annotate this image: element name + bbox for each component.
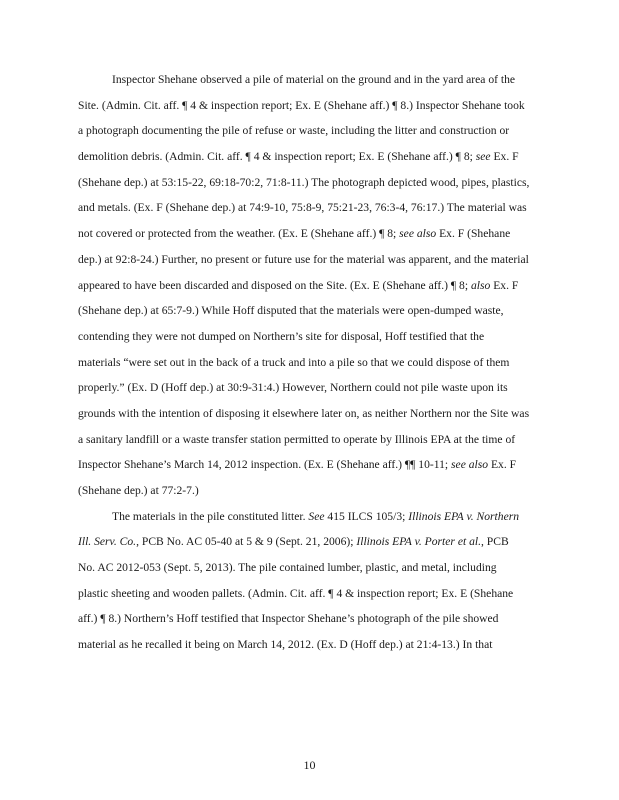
line-4-text-a: demolition debris. (Admin. Cit. aff. ¶ 4 & inspection report; Ex. E (Shehane aff.) ¶ 8; [78, 150, 476, 164]
also-signal: also [470, 278, 491, 292]
line-16-text-b: Ex. F [488, 458, 517, 472]
p2-line-1-text-b: 415 ILCS 105/3; [324, 509, 409, 523]
see-signal: see [475, 150, 491, 164]
p2-line-2-text-b: , PCB [481, 535, 509, 549]
line-4-text-b: Ex. F [490, 150, 519, 164]
see-also-signal-2: see also [451, 458, 489, 472]
line-9-text-a: appeared to have been discarded and disposed on the Site. (Ex. E (Shehane aff.) ¶ 8; [78, 278, 471, 292]
case-name-porter: Illinois EPA v. Porter et al. [356, 535, 481, 549]
line-9-text-b: Ex. F [490, 278, 519, 292]
paragraph-1-line-4 [78, 144, 548, 170]
paragraph-2-line-2 [78, 529, 548, 555]
p2-line-1-text-a: The materials in the pile constituted litter. [112, 509, 309, 523]
paragraph-1-line-10: (Shehane dep.) at 65:7-9.) While Hoff disputed that the materials were open-dumped waste, [78, 304, 504, 318]
paragraph-1-line-3: a photograph documenting the pile of refuse or waste, including the litter and construction or [78, 124, 510, 138]
paragraph-1-line-5: (Shehane dep.) at 53:15-22, 69:18-70:2, 71:8-11.) The photograph depicted wood, pipes, plastics, [78, 175, 530, 189]
line-16-text-a: Inspector Shehane’s March 14, 2012 inspection. (Ex. E (Shehane aff.) ¶¶ 10-11; [78, 458, 452, 472]
paragraph-1-line-9 [78, 273, 548, 299]
paragraph-2-line-1 [78, 504, 548, 530]
paragraph-1-line-13: properly.” (Ex. D (Hoff dep.) at 30:9-31:4.) However, Northern could not pile waste upon its [78, 381, 508, 395]
case-name-northern-cont: Ill. Serv. Co. [78, 535, 137, 549]
paragraph-2-line-5: aff.) ¶ 8.) Northern’s Hoff testified that Inspector Shehane’s photograph of the pile showed [78, 612, 499, 626]
paragraph-1-line-1: Inspector Shehane observed a pile of material on the ground and in the yard area of the [112, 73, 516, 86]
line-7-text-a: not covered or protected from the weather. (Ex. E (Shehane aff.) ¶ 8; [78, 227, 400, 241]
paragraph-1-line-12: materials “were set out in the back of a truck and into a pile so that we could dispose of them [78, 355, 510, 369]
body-text [78, 67, 548, 658]
citation-see-statute: See [308, 509, 325, 523]
case-name-northern: Illinois EPA v. Northern [408, 509, 520, 523]
line-7-text-b: Ex. F (Shehane [436, 227, 511, 241]
paragraph-2-line-6: material as he recalled it being on March 14, 2012. (Ex. D (Hoff dep.) at 21:4-13.) In that [78, 638, 493, 652]
paragraph-1-line-16 [78, 452, 548, 478]
paragraph-1-line-7 [78, 221, 548, 247]
paragraph-1-line-11: contending they were not dumped on Northern’s site for disposal, Hoff testified that the [78, 329, 485, 343]
p2-line-2-text-a: , PCB No. AC 05-40 at 5 & 9 (Sept. 21, 2006); [136, 535, 357, 549]
paragraph-1-line-14: grounds with the intention of disposing it elsewhere later on, as neither Northern nor the Site was [78, 406, 530, 420]
paragraph-2-line-3: No. AC 2012-053 (Sept. 5, 2013). The pile contained lumber, plastic, and metal, including [78, 561, 497, 575]
page-number: 10 [303, 758, 316, 772]
paragraph-1-line-8: dep.) at 92:8-24.) Further, no present or future use for the material was apparent, and the material [78, 252, 529, 266]
paragraph-1-line-15: a sanitary landfill or a waste transfer station permitted to operate by Illinois EPA at the time of [78, 432, 516, 446]
paragraph-1-line-2: Site. (Admin. Cit. aff. ¶ 4 & inspection report; Ex. E (Shehane aff.) ¶ 8.) Inspector Shehane took [78, 98, 525, 112]
see-also-signal: see also [399, 227, 437, 241]
paragraph-1-line-17: (Shehane dep.) at 77:2-7.) [78, 484, 199, 497]
paragraph-1-line-6: and metals. (Ex. F (Shehane dep.) at 74:9-10, 75:8-9, 75:21-23, 76:3-4, 76:17.) The material was [78, 201, 527, 215]
paragraph-2-line-4: plastic sheeting and wooden pallets. (Admin. Cit. aff. ¶ 4 & inspection report; Ex. E (Shehane [78, 586, 514, 600]
